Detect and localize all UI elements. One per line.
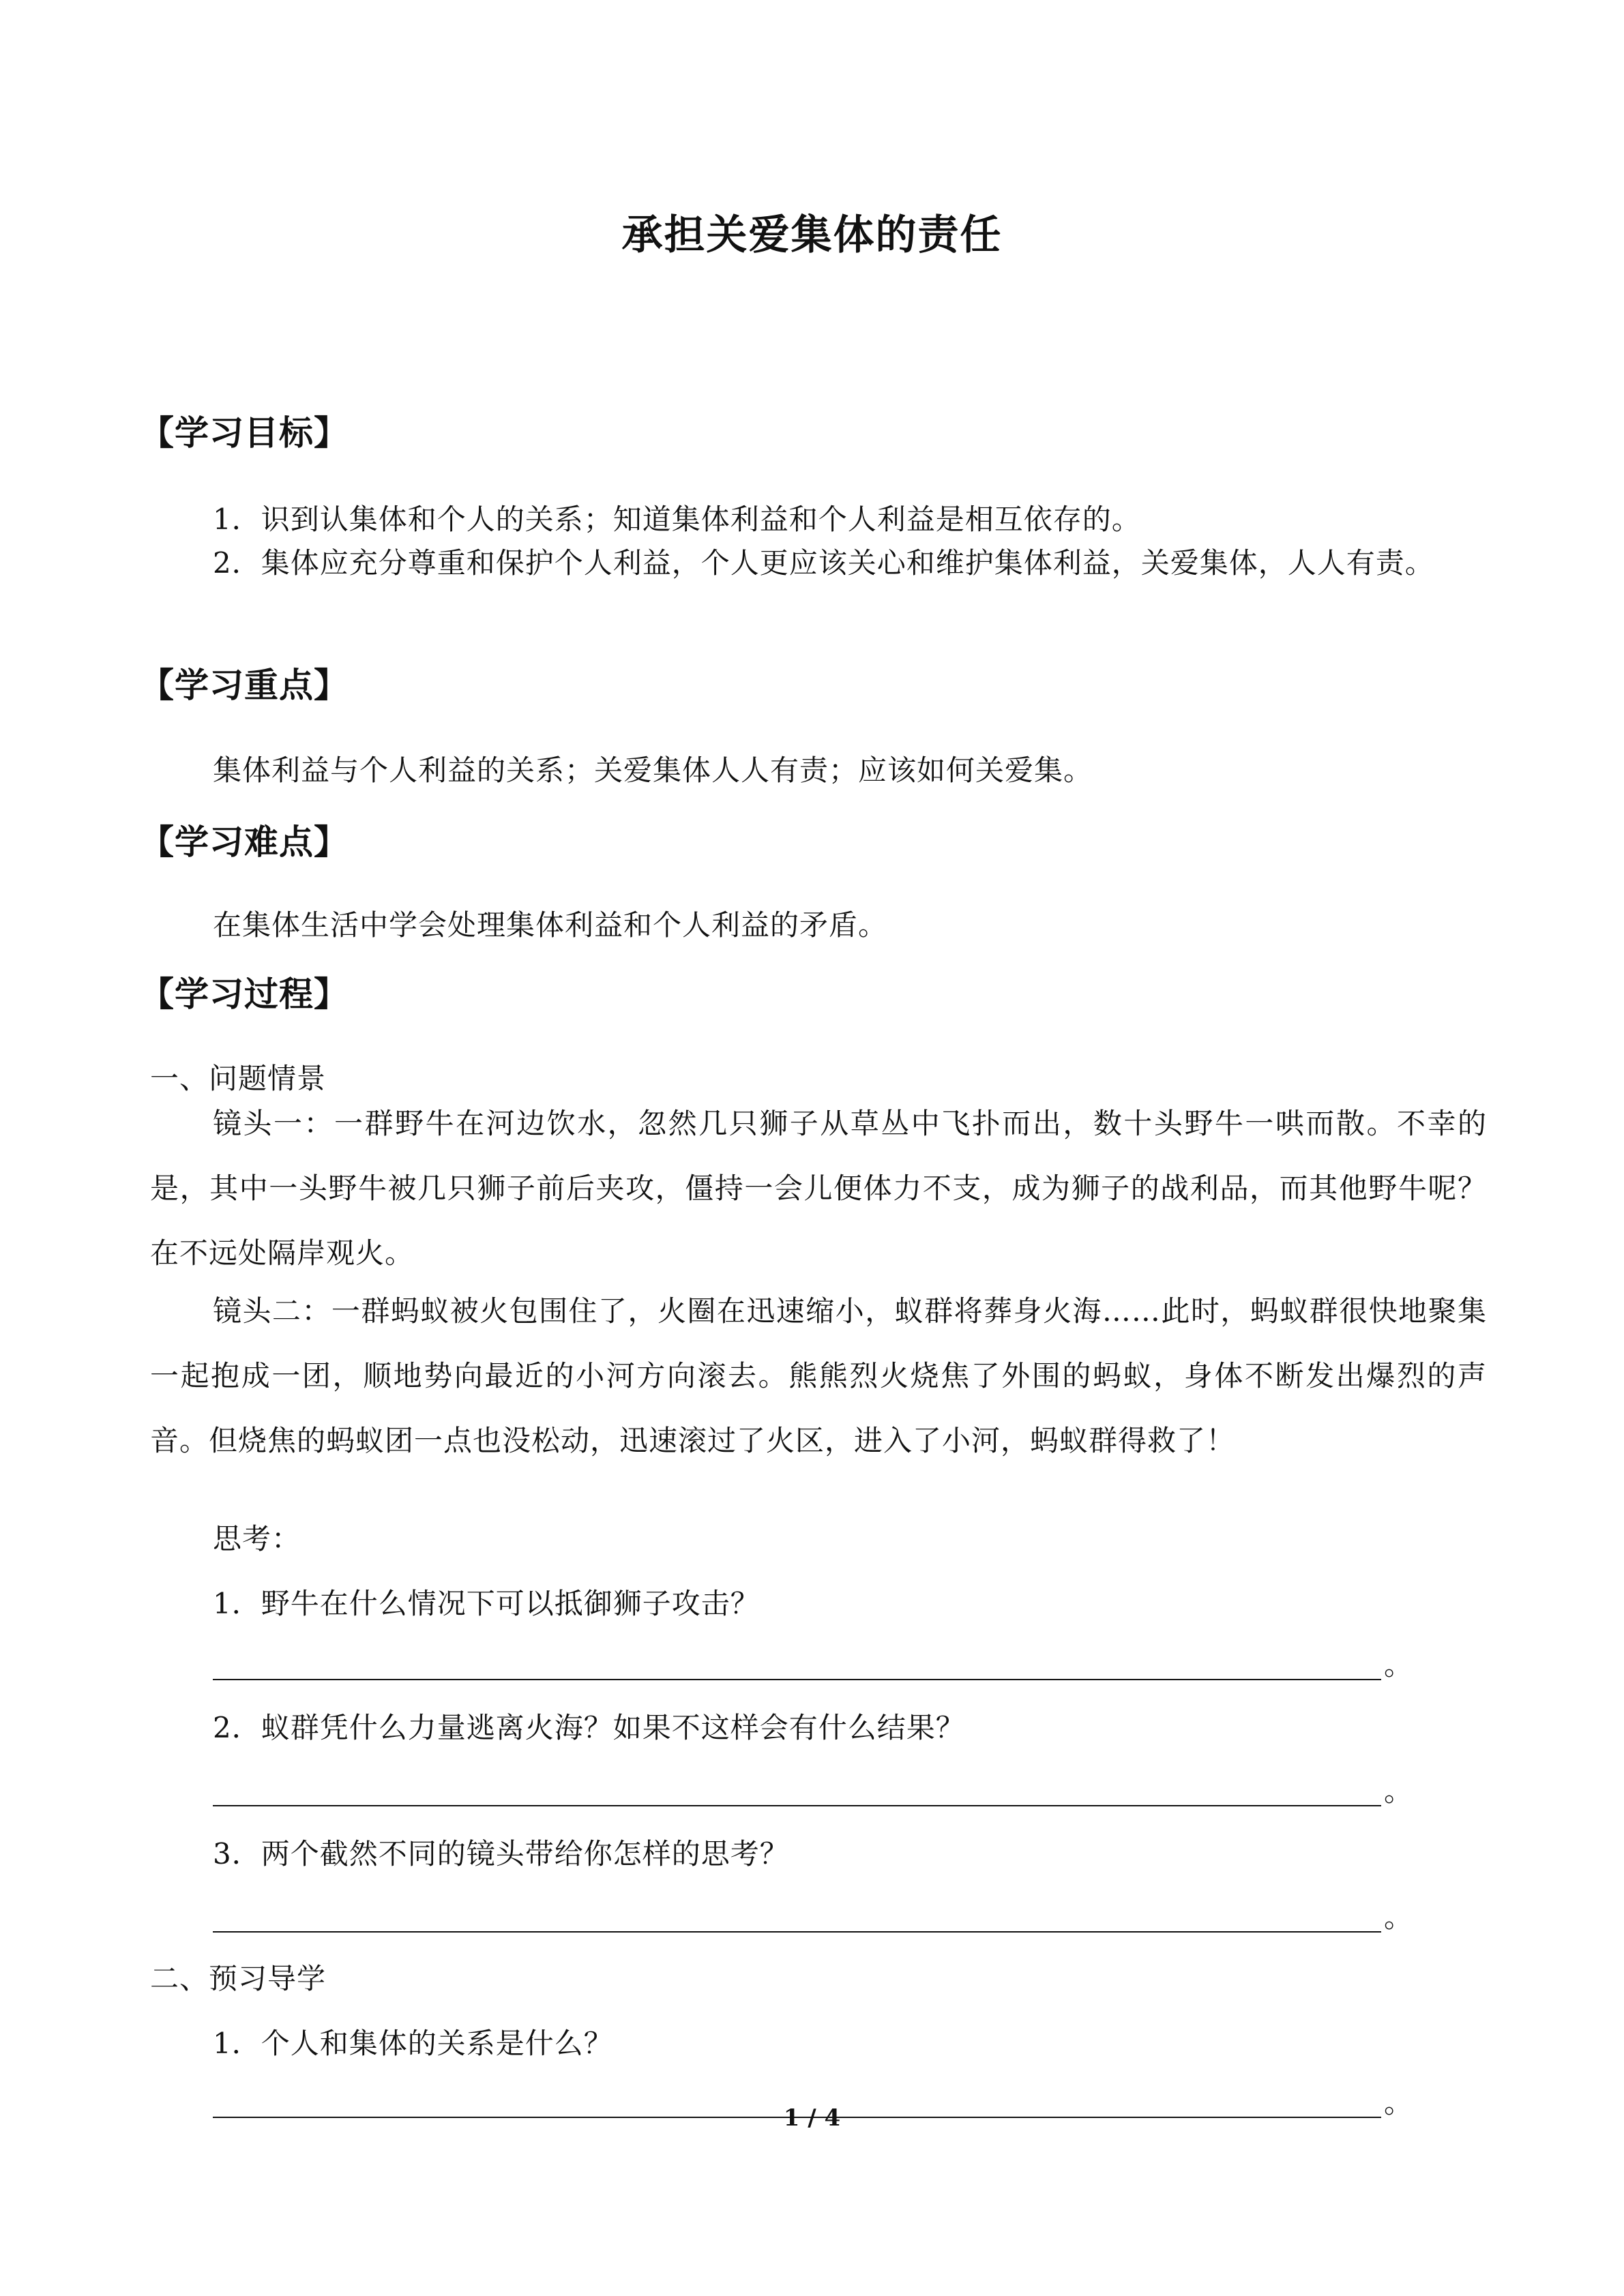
scene-1-text: 镜头一：一群野牛在河边饮水，忽然几只狮子从草丛中飞扑而出，数十头野牛一哄而散。不幸的是，其中一头野牛被几只狮子前后夹攻，僵持一会儿便体力不支，成为狮子的战利品，而其他野牛呢？在不远处隔岸观火。 <box>150 1107 1487 1270</box>
answer-underline <box>213 1805 1381 1806</box>
question-2: 2．蚁群凭什么力量逃离火海？如果不这样会有什么结果？ <box>213 1711 965 1744</box>
answer-underline <box>213 1931 1381 1933</box>
process-heading: 【学习过程】 <box>140 974 349 1014</box>
answer-period: 。 <box>1384 1648 1413 1682</box>
key-points-text: 集体利益与个人利益的关系；关爱集体人人有责；应该如何关爱集。 <box>213 754 1093 787</box>
objective-item-2: 2．集体应充分尊重和保护个人利益，个人更应该关心和维护集体利益，关爱集体，人人有责。 <box>213 546 1434 580</box>
part2-title: 二、预习导学 <box>150 1962 327 1995</box>
answer-period: 。 <box>1384 2086 1413 2119</box>
difficulties-text: 在集体生活中学会处理集体利益和个人利益的矛盾。 <box>213 908 888 942</box>
scene-2-text: 镜头二：一群蚂蚁被火包围住了，火圈在迅速缩小，蚁群将葬身火海……此时，蚂蚁群很快地聚集一起抱成一团，顺地势向最近的小河方向滚去。熊熊烈火烧焦了外围的蚂蚁，身体不断发出爆烈的声音。但烧焦的蚂蚁团一点也没松动，迅速滚过了火区，进入了小河，蚂蚁群得救了！ <box>150 1294 1487 1457</box>
think-label: 思考： <box>213 1522 301 1555</box>
question-1: 1．野牛在什么情况下可以抵御狮子攻击？ <box>213 1587 760 1620</box>
objective-item-1: 1．识到认集体和个人的关系；知道集体利益和个人利益是相互依存的。 <box>213 503 1141 536</box>
part1-title: 一、问题情景 <box>150 1062 327 1095</box>
objectives-heading: 【学习目标】 <box>140 413 349 453</box>
page-title: 承担关爱集体的责任 <box>621 211 1003 259</box>
question-3: 3．两个截然不同的镜头带给你怎样的思考？ <box>213 1837 789 1870</box>
key-points-heading: 【学习重点】 <box>140 666 349 705</box>
difficulties-heading: 【学习难点】 <box>140 822 349 862</box>
answer-period: 。 <box>1384 1900 1413 1934</box>
page-number: 1 / 4 <box>783 2104 841 2132</box>
answer-underline <box>213 1679 1381 1680</box>
answer-period: 。 <box>1384 1774 1413 1808</box>
preview-question-1: 1．个人和集体的关系是什么？ <box>213 2027 613 2060</box>
